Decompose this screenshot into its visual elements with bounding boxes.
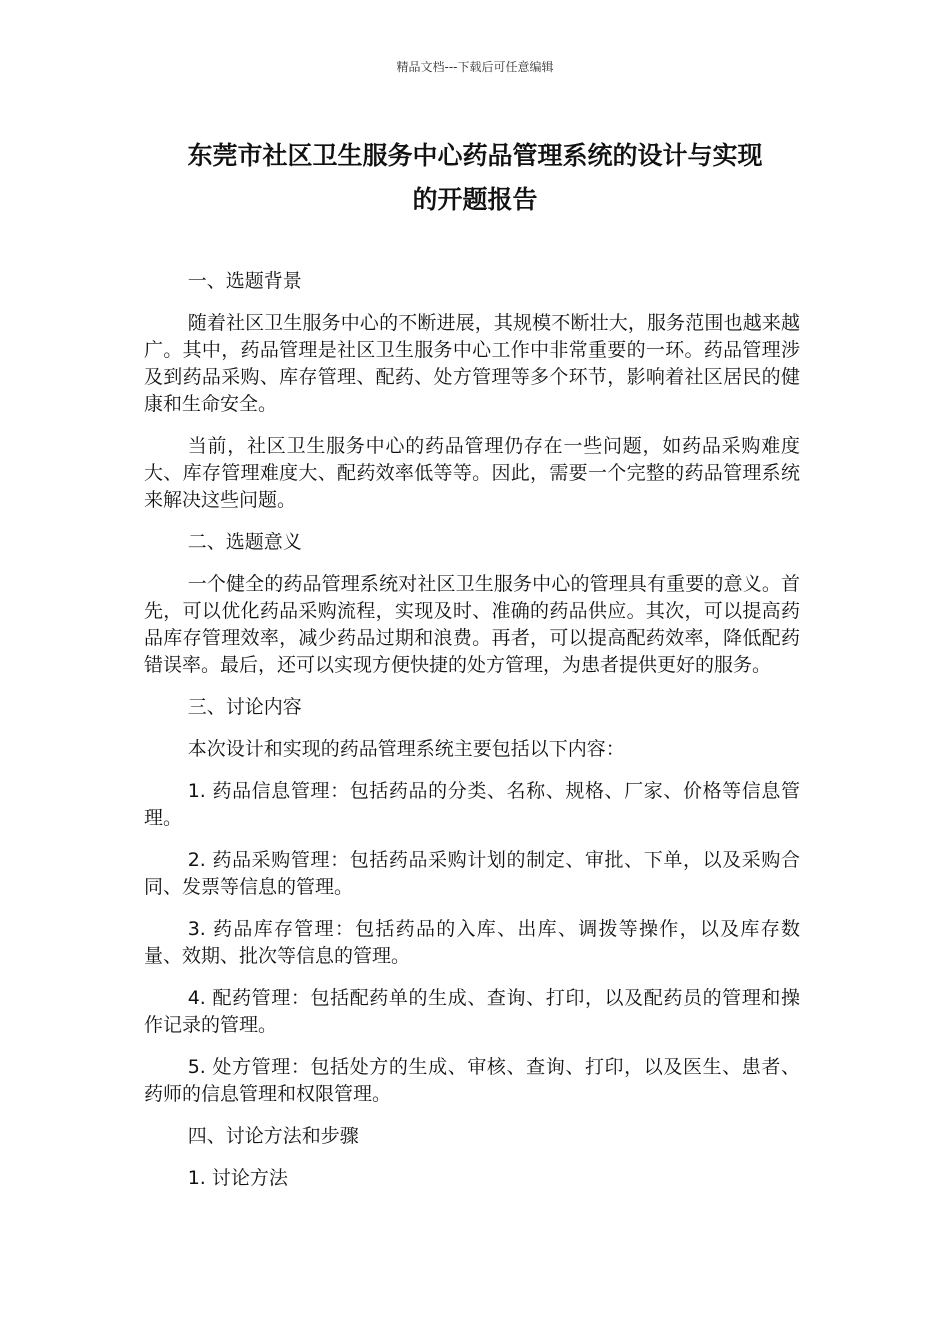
section-heading-significance: 二、选题意义 [187,531,302,553]
list-item: 2. 药品采购管理：包括药品采购计划的制定、审批、下单，以及采购合同、发票等信息的管理。 [144,849,800,898]
section-heading-background: 一、选题背景 [187,270,302,292]
page-header-note: 精品文档---下载后可任意编辑 [396,60,554,74]
paragraph: 本次设计和实现的药品管理系统主要包括以下内容： [187,738,625,760]
paragraph: 随着社区卫生服务中心的不断进展，其规模不断壮大，服务范围也越来越广。其中，药品管理是社区卫生服务中心工作中非常重要的一环。药品管理涉及到药品采购、库存管理、配药、处方管理等多个环节，影响着社区居民的健康和生命安全。 [144,312,800,415]
section-heading-methods: 四、讨论方法和步骤 [187,1125,359,1147]
paragraph: 一个健全的药品管理系统对社区卫生服务中心的管理具有重要的意义。首先，可以优化药品采购流程，实现及时、准确的药品供应。其次，可以提高药品库存管理效率，减少药品过期和浪费。再者，可以提高配药效率，降低配药错误率。最后，还可以实现方便快捷的处方管理，为患者提供更好的服务。 [144,573,800,676]
list-item: 5. 处方管理：包括处方的生成、审核、查询、打印，以及医生、患者、药师的信息管理和权限管理。 [144,1056,800,1105]
paragraph: 当前，社区卫生服务中心的药品管理仍存在一些问题，如药品采购难度大、库存管理难度大、配药效率低等等。因此，需要一个完整的药品管理系统来解决这些问题。 [144,435,800,511]
section-heading-content: 三、讨论内容 [187,696,302,718]
list-item: 3. 药品库存管理：包括药品的入库、出库、调拨等操作，以及库存数量、效期、批次等信息的管理。 [144,918,800,967]
subsection-heading: 1. 讨论方法 [187,1167,288,1189]
title-line-2: 的开题报告 [412,185,538,214]
list-item: 4. 配药管理：包括配药单的生成、查询、打印，以及配药员的管理和操作记录的管理。 [144,987,800,1036]
list-item: 1. 药品信息管理：包括药品的分类、名称、规格、厂家、价格等信息管理。 [144,780,800,829]
document-body [144,268,800,1207]
title-line-1: 东莞市社区卫生服务中心药品管理系统的设计与实现 [187,141,763,170]
document-title [140,134,810,222]
